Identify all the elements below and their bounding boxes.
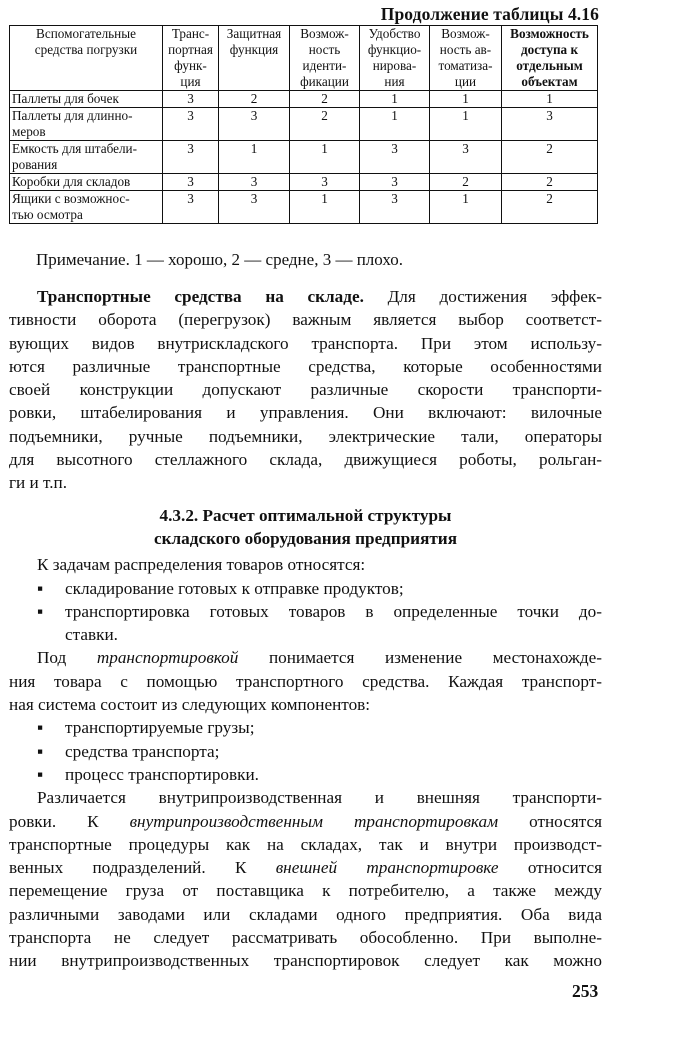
paragraph-tasks-intro [9, 553, 602, 576]
table-caption: Продолжение таблицы 4.16 [380, 4, 599, 24]
text-line: Различается внутрипроизводственная и внешняя транспорти- [37, 788, 602, 808]
row-label: Ящики с возможнос- тью осмотра [10, 191, 163, 224]
column-header: Возможность доступа к отдельным объектам [502, 26, 598, 91]
bullet-list-components [9, 716, 602, 786]
table-row [10, 141, 598, 174]
row-label: Паллеты для бочек [10, 91, 163, 108]
table-cell: 1 [290, 141, 360, 174]
text-line: вующих видов внутрискладского транспорта. При этом использу- [9, 333, 602, 353]
list-item: ▪ транспортировка готовых товаров в определенные точки до- ставки. [37, 601, 602, 645]
list-item: ▪ средства транспорта; [9, 740, 602, 763]
table-row [10, 108, 598, 141]
table-cell: 1 [360, 91, 430, 108]
bullet-icon: ▪ [37, 601, 44, 621]
table-cell: 3 [219, 191, 290, 224]
table-cell: 1 [360, 108, 430, 141]
paragraph-transport-types [9, 786, 602, 972]
text-line: ются различные транспортные средства, которые особенностями [9, 356, 602, 376]
table-cell: 3 [290, 174, 360, 191]
text-line: своей конструкции допускают различные скорости транспорти- [9, 380, 602, 400]
paragraph-transportation-definition [9, 646, 602, 716]
text-line: подъемники, ручные подъемники, электрические тали, операторы [9, 426, 602, 446]
section-heading: 4.3.2. Расчет оптимальной структуры складского оборудования предприятия [153, 505, 458, 548]
text-line: Под транспортировкой понимается изменение местонахожде- [37, 648, 602, 668]
table-cell: 2 [430, 174, 502, 191]
text-line: Транспортные средства на складе. Для достижения эффек- [37, 287, 602, 306]
text-line: для высотного стеллажного склада, движущиеся роботы, рольган- [9, 450, 602, 470]
text-line: ния товара с помощью транспортного средства. Каждая транспорт- [9, 671, 602, 691]
table-cell: 3 [219, 108, 290, 141]
text-line: транспорта не следует рассматривать обособленно. При выполне- [9, 928, 602, 948]
table-cell: 3 [360, 191, 430, 224]
table-cell: 3 [430, 141, 502, 174]
paragraph-lead: Транспортные средства на складе. [37, 287, 364, 306]
table-cell: 3 [360, 174, 430, 191]
paragraph-transport-means [9, 285, 602, 495]
list-item: ▪ процесс транспортировки. [9, 763, 602, 786]
table-row [10, 174, 598, 191]
table-cell: 3 [219, 174, 290, 191]
bullet-list-tasks [9, 577, 602, 647]
list-item: ▪ транспортируемые грузы; [9, 716, 602, 739]
page-body [9, 285, 602, 973]
table-cell: 2 [502, 191, 598, 224]
row-label: Коробки для складов [10, 174, 163, 191]
table-cell: 2 [290, 91, 360, 108]
column-header: Вспомогательные средства погрузки [10, 26, 163, 91]
table-cell: 2 [502, 141, 598, 174]
table-cell: 1 [502, 91, 598, 108]
text-line: ровки, штабелирования и управления. Они включают: вилочные [9, 403, 602, 423]
row-label: Емкость для штабели- рования [10, 141, 163, 174]
text-line: К задачам распределения товаров относятся: [37, 555, 366, 575]
table-header-row [10, 26, 598, 91]
text-line: различными заводами или складами одного предприятия. Оба вида [9, 904, 602, 924]
table-cell: 2 [219, 91, 290, 108]
bullet-icon: ▪ [37, 578, 44, 598]
list-item: ▪ складирование готовых к отправке продуктов; [9, 577, 602, 600]
italic-term: внешней транспортировке [275, 858, 499, 878]
table-note: Примечание. 1 — хорошо, 2 — средне, 3 — плохо. [36, 250, 403, 269]
table-cell: 3 [163, 191, 219, 224]
data-table [9, 25, 598, 224]
table-cell: 1 [430, 91, 502, 108]
table-cell: 3 [163, 108, 219, 141]
row-label: Паллеты для длинно- меров [10, 108, 163, 141]
table-cell: 3 [502, 108, 598, 141]
text-line: нии внутрипроизводственных транспортировок следует как можно [9, 951, 602, 971]
text-line: ная система состоит из следующих компонентов: [9, 695, 371, 715]
table-cell: 3 [163, 141, 219, 174]
text-line: транспортные процедуры как на складах, так и внутри производст- [9, 834, 602, 854]
table-cell: 2 [502, 174, 598, 191]
bullet-icon: ▪ [37, 741, 44, 761]
table-cell: 1 [290, 191, 360, 224]
text-line: перемещение груза от поставщика к потребителю, а также между [9, 881, 602, 901]
text-line: ги и т.п. [9, 473, 68, 493]
text-line: ровки. К внутрипроизводственным транспортировкам относятся [9, 811, 602, 831]
table-cell: 3 [163, 91, 219, 108]
column-header: Возмож- ность ав- томатиза- ции [430, 26, 502, 91]
column-header: Защитная функция [219, 26, 290, 91]
table-row [10, 91, 598, 108]
bullet-icon: ▪ [37, 764, 44, 784]
table-row [10, 191, 598, 224]
column-header: Удобство функцио- нирова- ния [360, 26, 430, 91]
table-cell: 1 [430, 108, 502, 141]
text-line: тивности оборота (перегрузок) важным является выбор соответст- [9, 310, 602, 330]
table-cell: 1 [430, 191, 502, 224]
table-cell: 2 [290, 108, 360, 141]
table-cell: 1 [219, 141, 290, 174]
column-header: Транс- портная функ- ция [163, 26, 219, 91]
text-line: венных подразделений. К внешней транспортировке относится [9, 858, 602, 878]
column-header: Возмож- ность иденти- фикации [290, 26, 360, 91]
table-cell: 3 [163, 174, 219, 191]
italic-term: транспортировкой [96, 648, 239, 668]
page-number: 253 [572, 981, 599, 1001]
bullet-icon: ▪ [37, 718, 44, 738]
table-cell: 3 [360, 141, 430, 174]
italic-term: внутрипроизводственным транспортировкам [129, 811, 499, 831]
